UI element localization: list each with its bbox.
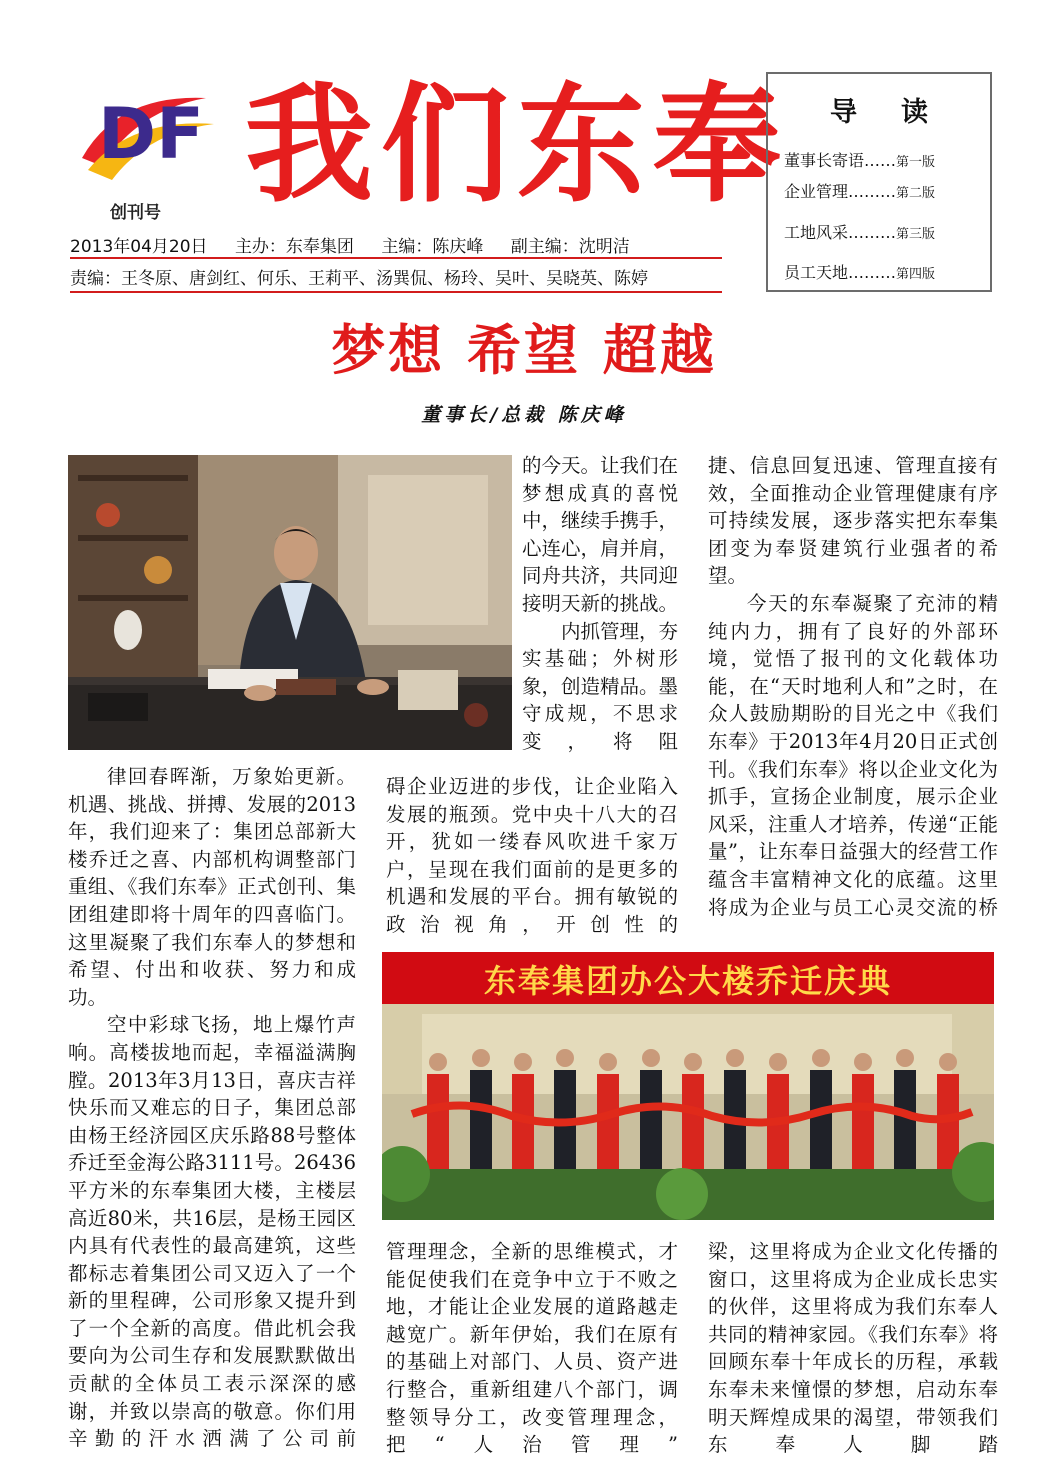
issue-info bbox=[70, 232, 652, 257]
divider bbox=[70, 257, 722, 259]
guide-item-page: 第一版 bbox=[896, 155, 936, 170]
guide-item-page: 第二版 bbox=[896, 186, 936, 201]
article-paragraph: 管理理念，全新的思维模式，才能促使我们在竞争中立于不败之地，才能让企业发展的道路越走越宽广。新年伊始，我们在原有的基础上对部门、人员、资产进行整合，重新组建八个部门，调整领导分工，改变管理理念，把“人治管理” bbox=[386, 1240, 678, 1456]
guide-item[interactable] bbox=[784, 179, 935, 202]
article-paragraph: 碍企业迈进的步伐，让企业陷入发展的瓶颈。党中央十八大的召开，犹如一缕春风吹进千家万户，呈现在我们面前的是更多的机遇和发展的平台。拥有敏锐的政治视角，开创性的 bbox=[386, 775, 678, 936]
article-byline: 董事长/总裁 陈庆峰 bbox=[421, 404, 627, 426]
chairman-photo bbox=[68, 455, 512, 750]
article-column bbox=[708, 452, 998, 948]
chief-editor: 主编：陈庆峰 bbox=[381, 237, 484, 257]
article-column bbox=[68, 763, 356, 1454]
guide-item[interactable] bbox=[784, 148, 935, 171]
article-column bbox=[386, 773, 678, 946]
article-column bbox=[708, 1238, 998, 1456]
newspaper-title: 我们东奉 bbox=[245, 70, 790, 220]
deputy-editor: 副主编：沈明洁 bbox=[510, 237, 630, 257]
guide-title: 导读 bbox=[830, 97, 972, 128]
article-paragraph: 律回春晖渐，万象始更新。机遇、挑战、拼搏、发展的2013年，我们迎来了：集团总部新大楼乔迁之喜、内部机构调整部门重组、《我们东奉》正式创刊、集团组建即将十周年的四喜临门。这里凝聚了我们东奉人的梦想和希望、付出和收获、努力和成功。 bbox=[68, 765, 356, 1009]
guide-item[interactable] bbox=[784, 220, 935, 243]
guide-item-label: 董事长寄语…… bbox=[784, 151, 897, 170]
article-paragraph: 内抓管理，夯实基础；外树形象，创造精品。墨守成规，不思求变，将阻 bbox=[522, 619, 678, 753]
sponsor: 主办：东奉集团 bbox=[234, 237, 354, 257]
ribbon-cutting-photo bbox=[382, 1004, 994, 1220]
article-paragraph: 今天的东奉凝聚了充沛的精纯内力，拥有了良好的外部环境，觉悟了报刊的文化载体功能，在“天时地利人和”之时，在众人鼓励期盼的目光之中《我们东奉》于2013年4月20日正式创刊。《我们东奉》将以企业文化为抓手，宣扬企业制度，展示企业风采，注重人才培养，传递“正能量”，让东奉日益强大的经营工作蕴含丰富精神文化的底蕴。这里将成为企业与员工心灵交流的桥 bbox=[708, 591, 998, 919]
guide-box bbox=[766, 72, 992, 292]
guide-item-page: 第四版 bbox=[896, 267, 936, 282]
guide-item[interactable] bbox=[784, 260, 935, 283]
article-column bbox=[522, 452, 678, 784]
article-headline: 梦想 希望 超越 bbox=[331, 319, 717, 382]
guide-item-label: 企业管理……… bbox=[784, 182, 897, 201]
article-paragraph: 捷、信息回复迅速、管理直接有效，全面推动企业管理健康有序可持续发展，逐步落实把东奉集团变为奉贤建筑行业强者的希望。 bbox=[708, 454, 998, 588]
logo-text: DF bbox=[98, 93, 204, 175]
article-paragraph: 空中彩球飞扬，地上爆竹声响。高楼拔地而起，幸福溢满胸膛。2013年3月13日，喜庆吉祥快乐而又难忘的日子，集团总部由杨王经济园区庆乐路88号整体乔迁至金海公路3111号。26436平方米的东奉集团大楼，主楼层高近80米，共16层，是杨王园区内具有代表性的最高建筑，这些都标志着集团公司又迈入了一个新的里程碑，公司形象又提升到了一个全新的高度。借此机会我要向为公司生存和发展默默做出贡献的全体员工表示深深的感谢，并致以崇高的敬意。你们用辛勤的汗水洒满了公司前 bbox=[68, 1013, 356, 1451]
df-logo bbox=[78, 88, 218, 180]
first-issue-label: 创刊号 bbox=[110, 203, 161, 223]
article-column bbox=[386, 1238, 678, 1456]
banner-title: 东奉集团办公大楼乔迁庆典 bbox=[483, 962, 892, 1000]
editors-list: 责编：王冬原、唐剑红、何乐、王莉平、汤巽侃、杨玲、吴叶、吴晓英、陈婷 bbox=[70, 269, 648, 289]
article-paragraph: 的今天。让我们在梦想成真的喜悦中，继续手携手，心连心，肩并肩，同舟共济，共同迎接明天新的挑战。 bbox=[522, 454, 678, 615]
issue-date: 2013年04月20日 bbox=[70, 237, 208, 257]
guide-item-label: 工地风采……… bbox=[784, 223, 897, 242]
divider bbox=[70, 291, 722, 293]
article-paragraph: 梁，这里将成为企业文化传播的窗口，这里将成为企业成长忠实的伙伴，这里将成为我们东奉人共同的精神家园。《我们东奉》将回顾东奉十年成长的历程，承载东奉未来憧憬的梦想，启动东奉明天辉煌成果的渴望，带领我们东奉人脚踏 bbox=[708, 1240, 998, 1456]
ceremony-banner bbox=[382, 952, 994, 1220]
guide-item-page: 第三版 bbox=[896, 227, 936, 242]
guide-item-label: 员工天地……… bbox=[784, 263, 897, 282]
